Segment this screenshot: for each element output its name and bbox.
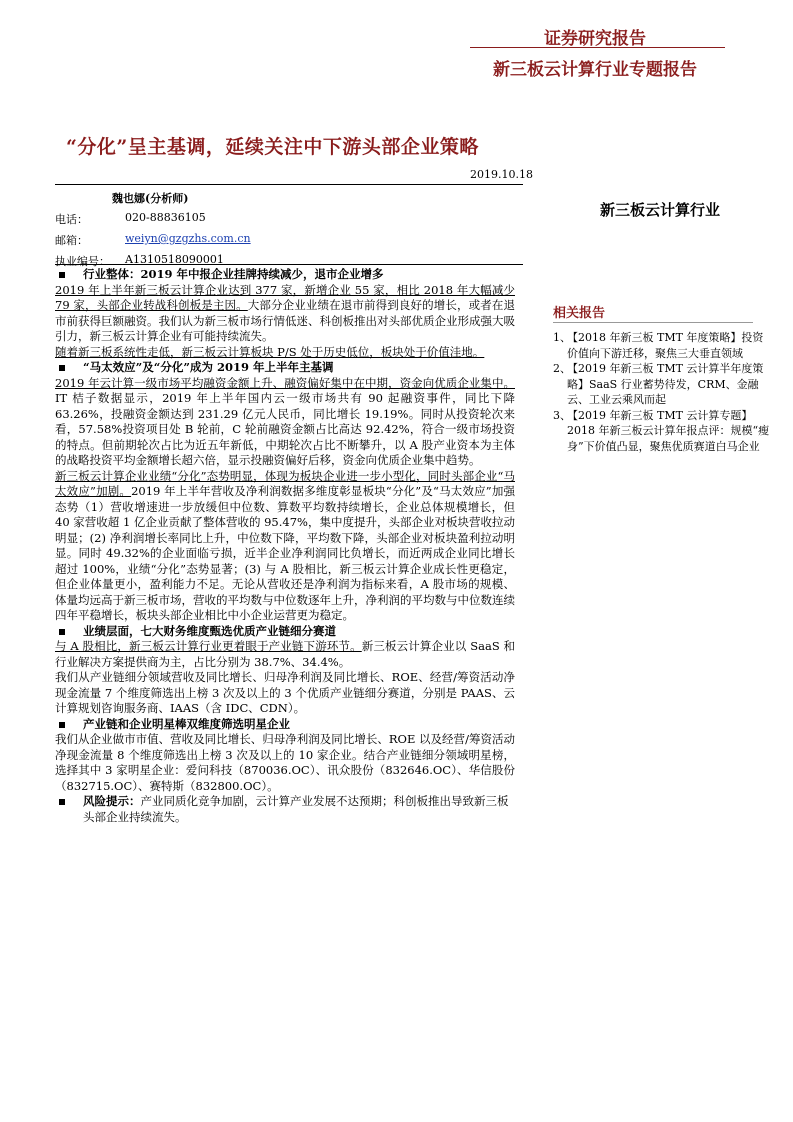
related-report-item[interactable]: 1、 【2018 年新三板 TMT 年度策略】投资价值向下游迁移，聚焦三大垂直领域 [553,331,764,360]
report-series: 新三板云计算行业专题报告 [493,60,697,80]
related-divider [553,322,753,323]
related-reports-list [553,330,773,454]
paragraph: 我们从企业做市市值、营收及同比增长、归母净利润及同比增长、ROE 以及经营/筹资活动净现金流量 8 个维度筛选出上榜 3 次及以上的 10 家企业。结合产业链细分领域明星榜，选择其中 3 家明星企业：爱问科技（870036.OC）、讯众股份（832646.OC）、华信股份（832715.OC）、赛特斯（832800.OC）。 [55,732,515,793]
risk-text: 产业同质化竞争加剧，云计算产业发展不达预期；科创板推出导致新三板头部企业持续流失。 [83,794,509,824]
section-heading: 产业链和企业明星棒双维度筛选明星企业 [55,717,515,733]
paragraph: 2019 年云计算一级市场平均融资金额上升、融资偏好集中在中期，资金向优质企业集中。IT 桔子数据显示，2019 年上半年国内云一级市场共有 90 起融资事件，同比下降 63.26%，投融资金额达到 231.29 亿元人民币，同比增长 19.19%。同时从投资轮次来看，57.58%投资项目处 B 轮前，C 轮前融资金额占比高达 92.42%，符合一级市场投资的特点。但前期轮次占比为近五年新低，中期轮次占比不断攀升，以 A 股产业资本为主体的战略投资平均金额增长超六倍，显示投融资偏好后移，资金向优质企业集中趋势。 [55,375,515,467]
report-date: 2019.10.18 [470,168,533,181]
industry-label: 新三板云计算行业 [600,201,721,219]
related-report-item[interactable]: 2、 【2019 年新三板 TMT 云计算半年度策略】SaaS 行业蓄势待发，CRM、金融云、工业云乘风而起 [553,362,764,406]
risk-warning [55,794,515,825]
report-body [55,267,515,825]
title-rule [55,184,523,185]
license-label: 执业编号： [55,255,110,268]
risk-heading: 风险提示： [83,794,141,808]
paragraph: 2019 年上半年新三板云计算企业达到 377 家，新增企业 55 家，相比 2018 年大幅减少 79 家，头部企业转战科创板是主因。大部分企业业绩在退市前得到良好的增长，或者在退市前获得巨额融资。我们认为新三板市场行情低迷、科创板推出对头部优质企业形成强大吸引力，新三板云计算企业有可能持续流失。 [55,282,516,343]
related-report-item[interactable]: 3、 【2019 年新三板 TMT 云计算专题】2018 年新三板云计算年报点评：规模“瘦身”下价值凸显，聚焦优质赛道白马企业 [553,408,770,453]
report-title: “分化”呈主基调，延续关注中下游头部企业策略 [66,136,479,158]
email-link[interactable]: weiyn@gzgzhs.com.cn [125,232,251,245]
meta-rule [55,264,523,265]
analyst-name: 魏也娜(分析师) [112,192,189,205]
related-reports-title: 相关报告 [553,306,606,321]
paragraph: 我们从产业链细分领域营收及同比增长、归母净利润及同比增长、ROE、经营/筹资活动净现金流量 7 个维度筛选出上榜 3 次及以上的 3 个优质产业链细分赛道，分别是 PAAS、云计算规划咨询服务商、IAAS（含 IDC、CDN）。 [55,670,515,715]
email-label: 邮箱： [55,234,88,247]
license-value: A1310518090001 [125,253,224,266]
section-heading: 行业整体：2019 年中报企业挂牌持续减少，退市企业增多 [55,267,515,283]
paragraph: 随着新三板系统性走低，新三板云计算板块 P/S 处于历史低位，板块处于价值洼地。 [55,344,485,359]
paragraph: 新三板云计算企业业绩“分化”态势明显，体现为板块企业进一步小型化，同时头部企业“马太效应”加剧。2019 年上半年营收及净利润数据多维度彰显板块“分化”及“马太效应”加强态势（1）营收增速进一步放缓但中位数、算数平均数持续增长，企业总体规模增长，但 40 家营收超 1 亿企业贡献了整体营收的 95.47%，集中度提升，头部企业对板块营收拉动明显；(2) 净利润增长率同比上升，中位数下降，平均数下降，头部企业对板块盈利拉动明显。同时 49.32%的企业面临亏损，近半企业净利润同比负增长，而近两成企业同比增长超过 100%，业绩“分化”态势显著；(3) 与 A 股相比，新三板云计算企业成长性更稳定，但企业体量更小，盈利能力不足。无论从营收还是净利润为指标来看，A 股市场的规模、体量均远高于新三板市场，营收的平均数与中位数逐年上升，净利润的平均数与中位数连续四年平稳增长，板块头部企业相比中小企业运营更为稳定。 [55,468,515,622]
phone-value: 020-88836105 [125,211,206,224]
header-divider [470,47,725,48]
report-type: 证券研究报告 [544,29,646,49]
phone-label: 电话： [55,213,88,226]
section-heading: 业绩层面，七大财务维度甄选优质产业链细分赛道 [55,624,515,640]
paragraph: 与 A 股相比，新三板云计算行业更着眼于产业链下游环节。新三板云计算企业以 SaaS 和行业解决方案提供商为主，占比分别为 38.7%、34.4%。 [55,639,515,669]
section-heading: “马太效应”及“分化”成为 2019 年上半年主基调 [55,360,515,376]
